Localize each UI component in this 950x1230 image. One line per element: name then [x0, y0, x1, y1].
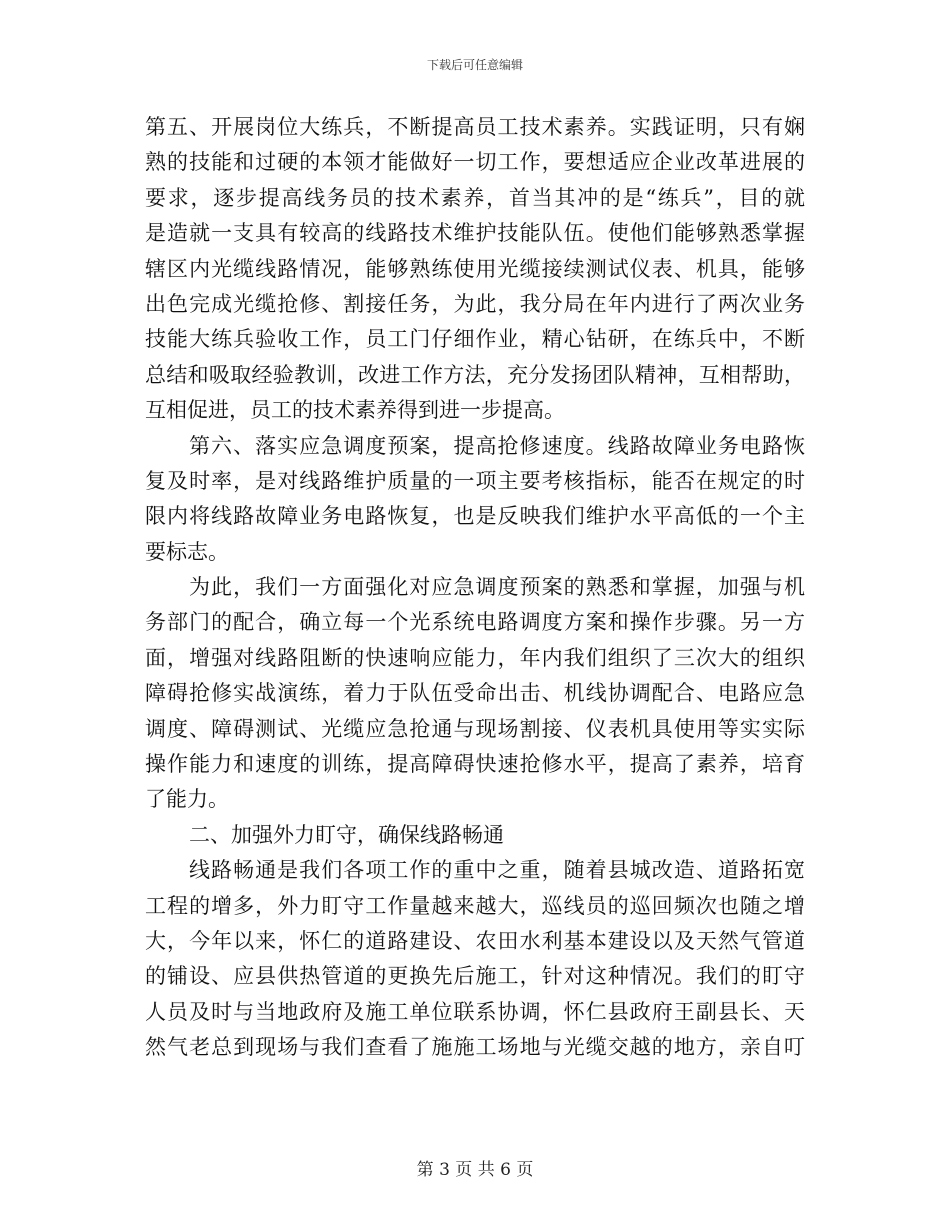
text-line: 面，增强对线路阻断的快速响应能力，年内我们组织了三次大的组织 — [145, 645, 805, 670]
document-body — [145, 110, 805, 1066]
text-line: 出色完成光缆抢修、割接任务，为此，我分局在年内进行了两次业务 — [145, 291, 805, 316]
text-line: 第五、开展岗位大练兵，不断提高员工技术素养。实践证明，只有娴 — [145, 115, 805, 139]
page-footer: 第 3 页 共 6 页 — [416, 1160, 534, 1180]
paragraph — [145, 818, 805, 853]
text-line: 大，今年以来，怀仁的道路建设、农田水利基本建设以及天然气管道 — [145, 928, 805, 953]
text-line: 人员及时与当地政府及施工单位联系协调，怀仁县政府王副县长、天 — [145, 999, 805, 1024]
paragraph — [145, 429, 805, 571]
text-line: 工程的增多，外力盯守工作量越来越大，巡线员的巡回频次也随之增 — [145, 893, 805, 918]
text-line: 复及时率，是对线路维护质量的一项主要考核指标，能否在规定的时 — [145, 468, 805, 493]
text-line: 第六、落实应急调度预案，提高抢修速度。线路故障业务电路恢 — [189, 433, 805, 458]
text-line: 限内将线路故障业务电路恢复，也是反映我们维护水平高低的一个主 — [145, 504, 805, 529]
paragraph — [145, 853, 805, 1065]
text-line: 要求，逐步提高线务员的技术素养，首当其冲的是“练兵”，目的就 — [145, 185, 805, 210]
text-line: 互相促进，员工的技术素养得到进一步提高。 — [145, 398, 565, 423]
text-line: 为此，我们一方面强化对应急调度预案的熟悉和掌握，加强与机 — [189, 575, 805, 600]
text-line: 二、加强外力盯守，确保线路畅通 — [189, 822, 504, 847]
text-line: 障碍抢修实战演练，着力于队伍受命出击、机线协调配合、电路应急 — [145, 681, 805, 706]
text-line: 技能大练兵验收工作，员工门仔细作业，精心钻研，在练兵中，不断 — [145, 327, 805, 352]
paragraph — [145, 570, 805, 818]
text-line: 然气老总到现场与我们查看了施施工场地与光缆交越的地方，亲自叮 — [145, 1035, 805, 1060]
text-line: 总结和吸取经验教训，改进工作方法，充分发扬团队精神，互相帮助， — [145, 362, 805, 387]
text-line: 务部门的配合，确立每一个光系统电路调度方案和操作步骤。另一方 — [145, 610, 805, 635]
text-line: 操作能力和速度的训练，提高障碍快速抢修水平，提高了素养，培育 — [145, 752, 805, 777]
paragraph — [145, 110, 805, 429]
text-line: 辖区内光缆线路情况，能够熟练使用光缆接续测试仪表、机具，能够 — [145, 256, 805, 281]
text-line: 的铺设、应县供热管道的更换先后施工，针对这种情况。我们的盯守 — [145, 964, 805, 989]
text-line: 线路畅通是我们各项工作的重中之重，随着县城改造、道路拓宽 — [189, 858, 805, 883]
text-line: 要标志。 — [145, 539, 229, 564]
text-line: 调度、障碍测试、光缆应急抢通与现场割接、仪表机具使用等实实际 — [145, 716, 805, 741]
text-line: 熟的技能和过硬的本领才能做好一切工作，要想适应企业改革进展的 — [145, 150, 805, 175]
page-header: 下载后可任意编辑 — [426, 58, 523, 72]
text-line: 是造就一支具有较高的线路技术维护技能队伍。使他们能够熟悉掌握 — [145, 221, 805, 246]
text-line: 了能力。 — [145, 787, 229, 812]
